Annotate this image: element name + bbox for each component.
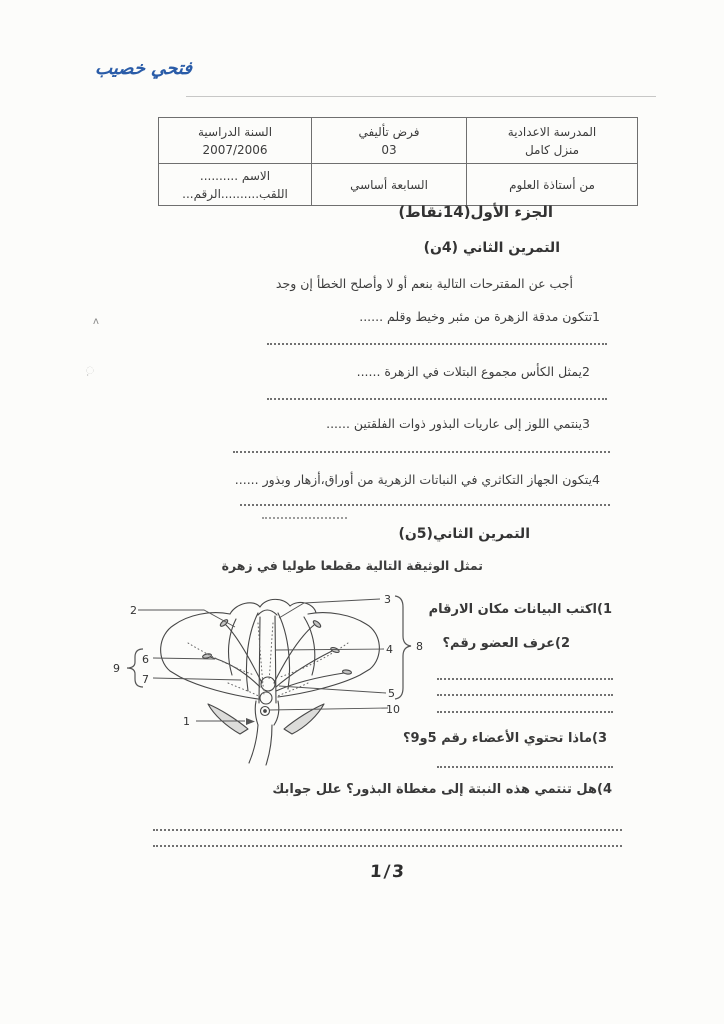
anther (202, 653, 212, 659)
brace-8 (395, 596, 411, 699)
anther (312, 620, 321, 629)
diagram-label-7: 7 (142, 673, 149, 686)
ovule (261, 677, 275, 691)
leader-line-4 (275, 649, 384, 650)
answer-dotted-line (240, 502, 610, 506)
stem (266, 725, 272, 765)
leader-line-3 (279, 599, 380, 618)
arrowhead-1 (246, 718, 255, 725)
scan-artifact: ʌ (93, 316, 99, 327)
stem (249, 725, 258, 763)
statement-3: 3ينتمي اللوز إلى عاريات البذور ذوات الفلقتين ...... (326, 416, 590, 431)
exercise-one-title: التمرين الثاني (4ن) (423, 240, 560, 256)
answer-dotted-line (153, 843, 622, 847)
diagram-label-6: 6 (142, 653, 149, 666)
exam-type-cell (312, 118, 467, 164)
teacher-cell (467, 164, 638, 206)
student-name-blank: الاسم .......... (199, 168, 271, 183)
leader-line-5 (279, 686, 386, 693)
ovule (260, 692, 272, 704)
grade-line: السابعة أساسي (350, 177, 428, 192)
school-year-cell (159, 118, 312, 164)
anther (342, 669, 351, 674)
answer-dotted-line (262, 515, 347, 519)
diagram-label-5: 5 (388, 687, 395, 700)
diagram-label-1: 1 (183, 715, 190, 728)
answer-dotted-line (233, 449, 610, 453)
stigma (258, 610, 277, 615)
student-identity-cell (159, 164, 312, 206)
diagram-label-4: 4 (386, 643, 393, 656)
diagram-label-2: 2 (130, 604, 137, 617)
question-1: 1)اكتب البيانات مكان الارقام (428, 602, 612, 617)
leader-line-10 (269, 708, 388, 710)
answer-dotted-line (437, 764, 613, 768)
statement-2: 2يمثل الكأس مجموع البتلات في الزهرة ...... (356, 364, 590, 379)
leader-line-7 (153, 678, 241, 680)
teacher-line: من أستاذة العلوم (509, 177, 595, 192)
top-rule-line (186, 96, 656, 98)
diagram-label-10: 10 (386, 703, 400, 716)
statement-4: 4يتكون الجهاز التكاثري في النباتات الزهرية من أوراق،أزهار وبذور ...... (234, 472, 600, 487)
brace-9 (127, 649, 143, 687)
answer-dotted-line (153, 827, 622, 831)
part-one-title: الجزء الأول(14نقاط) (398, 203, 553, 221)
header-table (158, 117, 638, 206)
answer-dotted-line (437, 692, 613, 696)
pistil-style (259, 616, 276, 703)
answer-dotted-line (437, 709, 613, 713)
answer-dotted-line (437, 676, 613, 680)
teacher-signature-stamp: فتحي خصيب (94, 58, 194, 79)
school-cell (467, 118, 638, 164)
sepal-left (208, 704, 248, 734)
question-4: 4)هل تنتمي هذه النبتة إلى مغطاة البذور؟ علل جوابك (272, 782, 612, 797)
stamen-filament (210, 657, 260, 687)
question-3: 3)ماذا تحتوي الأعضاء رقم 5و9؟ (402, 731, 607, 746)
exercise-two-caption: تمثل الوثيقة التالية مقطعا طوليا في زهرة (221, 558, 483, 573)
exercise-one-instruction: أجب عن المقترحات التالية بنعم أو لا وأصلح الخطأ إن وجد (275, 276, 573, 291)
exercise-two-title: التمرين الثاني(5ن) (398, 526, 530, 542)
school-name-line2: منزل كامل (524, 142, 580, 157)
statement-1: 1تتكون مدقة الزهرة من مئبر وخيط وقلم ...... (359, 309, 600, 324)
diagram-label-9: 9 (113, 662, 120, 675)
question-2: 2)عرف العضو رقم؟ (442, 636, 570, 651)
flower-longitudinal-section-diagram (108, 583, 430, 773)
year-value: 2007/2006 (202, 142, 268, 157)
diagram-label-3: 3 (384, 593, 391, 606)
student-surname-blank: اللقب..........الرقم... (182, 186, 288, 201)
scan-artifact: ◌ٜ (86, 366, 94, 377)
anther (330, 646, 340, 653)
exam-number: 03 (381, 142, 397, 157)
grade-cell (312, 164, 467, 206)
sepal-right (284, 704, 324, 734)
answer-dotted-line (267, 396, 607, 400)
stamen-filament (274, 625, 314, 683)
answer-dotted-line (267, 341, 607, 345)
exam-type: فرض تأليفي (358, 124, 420, 139)
diagram-label-8: 8 (416, 640, 423, 653)
year-label: السنة الدراسية (197, 124, 273, 139)
school-name-line1: المدرسة الاعدادية (507, 124, 597, 139)
page-number: 1/3 (369, 862, 407, 882)
